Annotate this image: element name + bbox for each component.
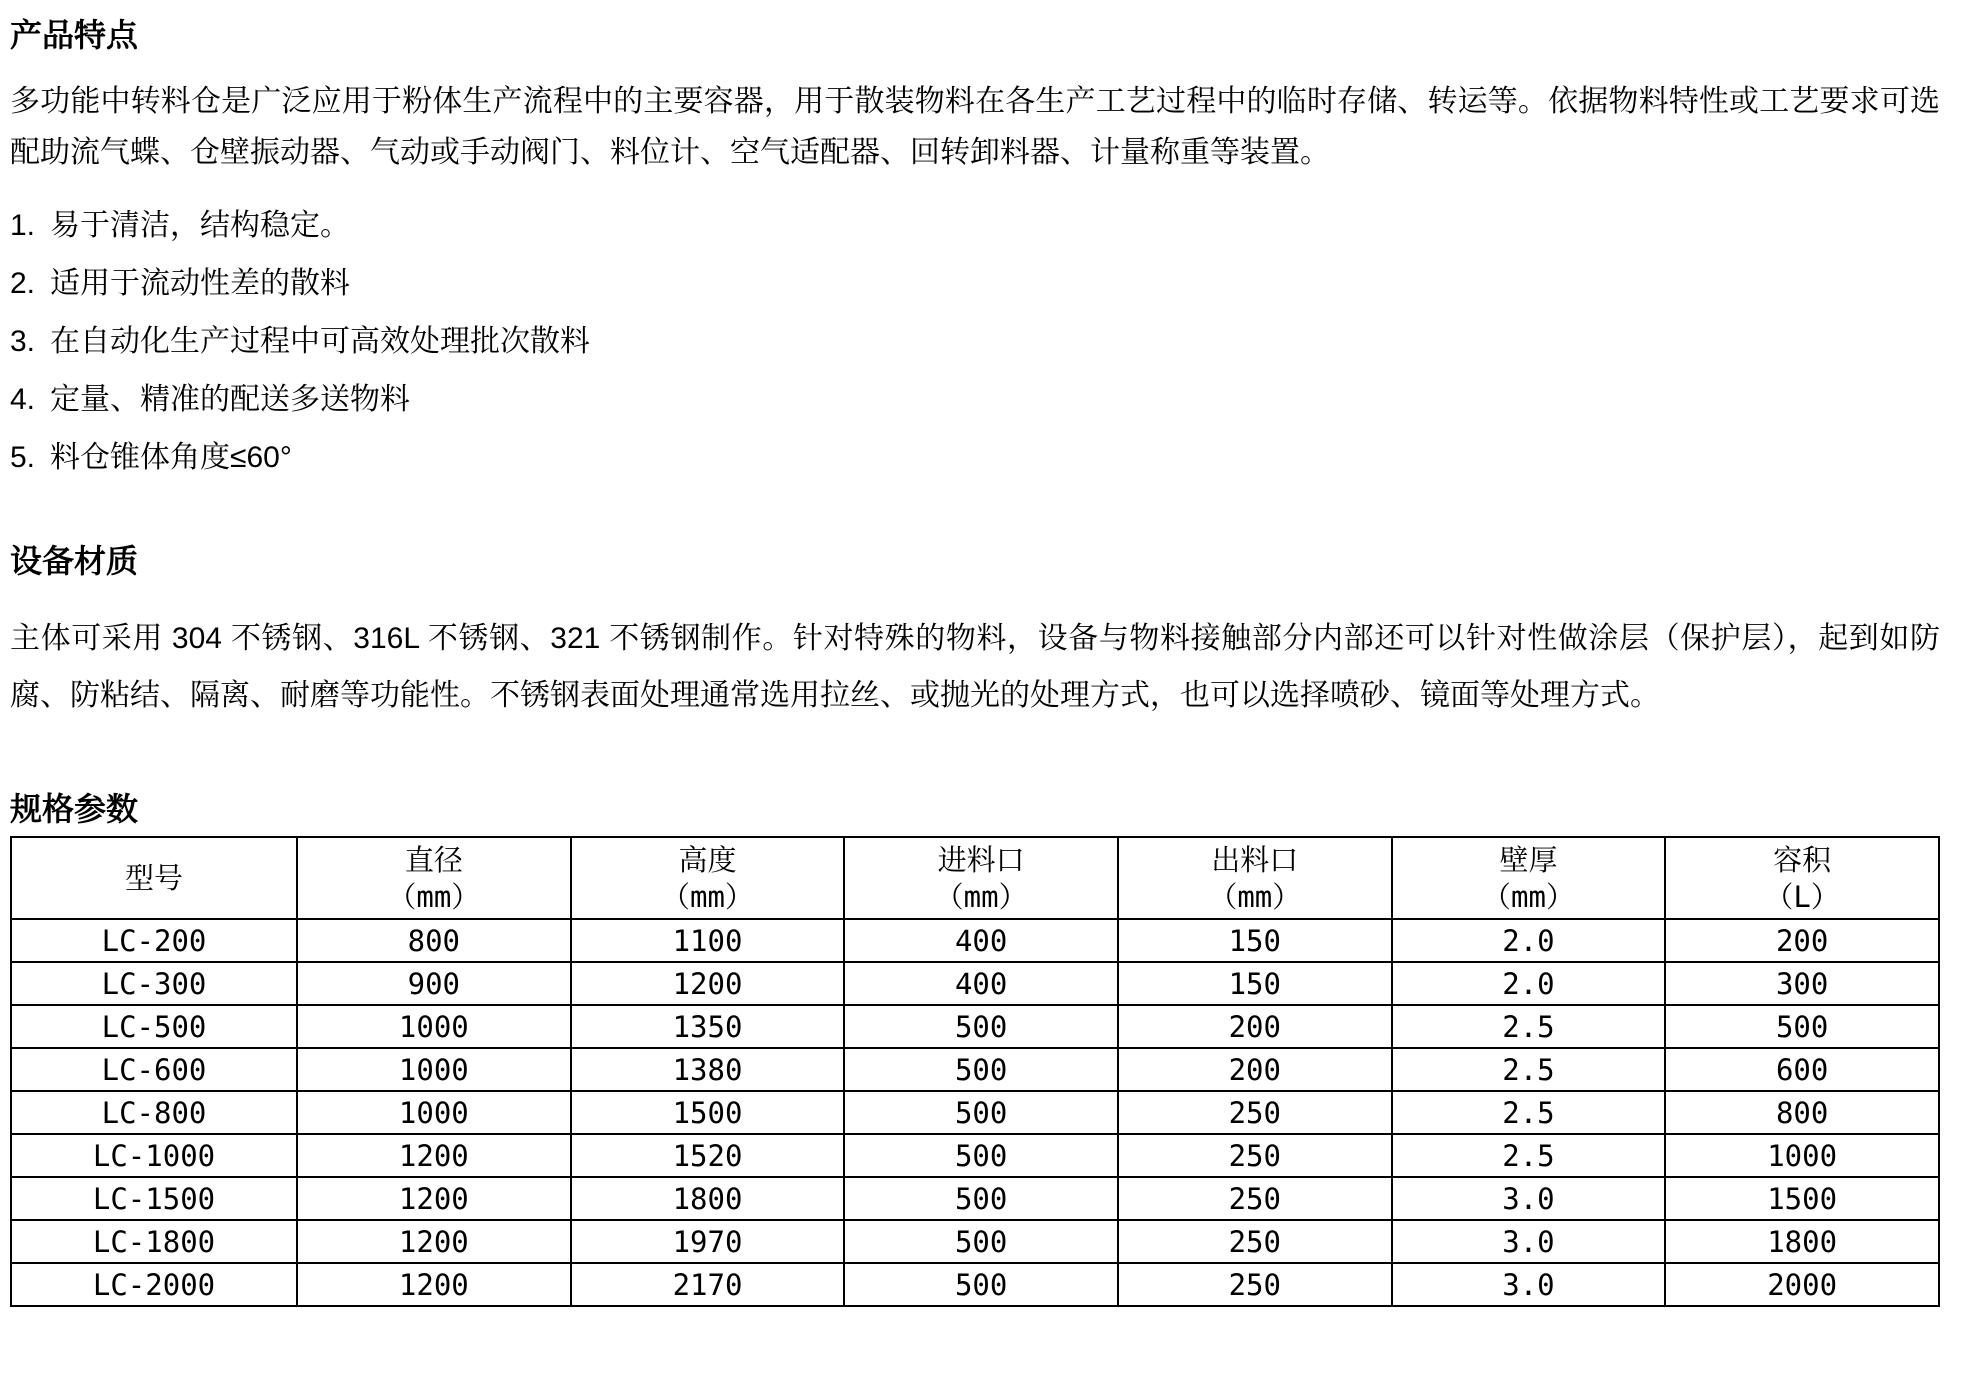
column-header-outlet xyxy=(1118,837,1392,919)
column-header-inlet xyxy=(844,837,1118,919)
table-cell: 300 xyxy=(1665,962,1939,1005)
table-cell: 250 xyxy=(1118,1263,1392,1306)
table-row xyxy=(11,1220,1939,1263)
table-cell: 250 xyxy=(1118,1134,1392,1177)
table-row xyxy=(11,962,1939,1005)
table-cell: 500 xyxy=(844,1048,1118,1091)
feature-item-text: 适用于流动性差的散料 xyxy=(50,267,350,300)
column-header-diameter xyxy=(297,837,571,919)
table-cell: 1970 xyxy=(571,1220,845,1263)
column-header-label: 出料口 xyxy=(1211,843,1299,877)
feature-item-text: 料仓锥体角度≤60° xyxy=(50,441,292,474)
table-cell: 2.5 xyxy=(1392,1134,1666,1177)
feature-item xyxy=(10,380,1965,420)
column-header-label: 容积 xyxy=(1773,843,1832,877)
table-cell: 500 xyxy=(844,1263,1118,1306)
table-cell: 2.0 xyxy=(1392,962,1666,1005)
material-body: 主体可采用 304 不锈钢、316L 不锈钢、321 不锈钢制作。针对特殊的物料，设备与物料接触部分内部还可以针对性做涂层（保护层），起到如防腐、防粘结、隔离、耐磨等功能性。不锈钢表面处理通常选用拉丝、或抛光的处理方式，也可以选择喷砂、镜面等处理方式。 xyxy=(10,622,1940,712)
table-cell: LC-300 xyxy=(11,962,297,1005)
table-cell: 3.0 xyxy=(1392,1263,1666,1306)
table-cell: 1520 xyxy=(571,1134,845,1177)
table-cell: 500 xyxy=(844,1091,1118,1134)
feature-item xyxy=(10,438,1965,478)
specs-table-header xyxy=(11,837,1939,919)
table-cell: LC-1000 xyxy=(11,1134,297,1177)
table-cell: LC-1500 xyxy=(11,1177,297,1220)
table-cell: 1380 xyxy=(571,1048,845,1091)
feature-item-number: 1. xyxy=(10,209,36,242)
column-header-wall-thickness xyxy=(1392,837,1666,919)
feature-item-number: 4. xyxy=(10,383,36,416)
table-cell: 2.5 xyxy=(1392,1048,1666,1091)
table-cell: 500 xyxy=(844,1177,1118,1220)
table-row xyxy=(11,1263,1939,1306)
feature-item xyxy=(10,264,1965,304)
table-cell: 500 xyxy=(1665,1005,1939,1048)
table-cell: 1000 xyxy=(1665,1134,1939,1177)
feature-item-text: 易于清洁，结构稳定。 xyxy=(50,209,350,242)
column-header-label: 直径 xyxy=(404,843,463,877)
table-cell: 500 xyxy=(844,1134,1118,1177)
table-cell: 1800 xyxy=(571,1177,845,1220)
column-header-unit: （mm） xyxy=(1208,880,1302,914)
feature-item-number: 2. xyxy=(10,267,36,300)
column-header-label: 型号 xyxy=(124,861,183,895)
column-header-unit: （L） xyxy=(1764,880,1840,914)
table-cell: 150 xyxy=(1118,962,1392,1005)
table-cell: 250 xyxy=(1118,1177,1392,1220)
table-cell: 1100 xyxy=(571,919,845,962)
feature-item-number: 5. xyxy=(10,441,36,474)
table-cell: 500 xyxy=(844,1005,1118,1048)
table-cell: 2000 xyxy=(1665,1263,1939,1306)
table-cell: 400 xyxy=(844,962,1118,1005)
feature-item-text: 在自动化生产过程中可高效处理批次散料 xyxy=(50,325,590,358)
table-cell: LC-600 xyxy=(11,1048,297,1091)
table-row xyxy=(11,1177,1939,1220)
table-cell: 3.0 xyxy=(1392,1220,1666,1263)
feature-item-text: 定量、精准的配送多送物料 xyxy=(50,383,410,416)
table-cell: 1200 xyxy=(571,962,845,1005)
features-heading: 产品特点 xyxy=(10,17,139,53)
table-cell: 1000 xyxy=(297,1005,571,1048)
table-cell: 200 xyxy=(1118,1005,1392,1048)
table-cell: 2.5 xyxy=(1392,1005,1666,1048)
table-cell: LC-1800 xyxy=(11,1220,297,1263)
column-header-unit: （mm） xyxy=(661,880,754,914)
table-cell: 1500 xyxy=(571,1091,845,1134)
table-cell: 1000 xyxy=(297,1091,571,1134)
table-cell: 1200 xyxy=(297,1263,571,1306)
table-cell: 1500 xyxy=(1665,1177,1939,1220)
table-cell: 800 xyxy=(1665,1091,1939,1134)
table-cell: LC-2000 xyxy=(11,1263,297,1306)
material-heading: 设备材质 xyxy=(10,543,139,579)
table-row xyxy=(11,1048,1939,1091)
features-list xyxy=(10,206,1965,478)
table-cell: 200 xyxy=(1118,1048,1392,1091)
table-cell: 1200 xyxy=(297,1220,571,1263)
column-header-label: 壁厚 xyxy=(1499,843,1558,877)
table-cell: LC-500 xyxy=(11,1005,297,1048)
column-header-height xyxy=(571,837,845,919)
column-header-unit: （mm） xyxy=(387,880,481,914)
table-cell: 900 xyxy=(297,962,571,1005)
table-cell: 1350 xyxy=(571,1005,845,1048)
table-cell: 400 xyxy=(844,919,1118,962)
column-header-volume xyxy=(1665,837,1939,919)
table-cell: 2.0 xyxy=(1392,919,1666,962)
specs-table-body xyxy=(11,919,1939,1306)
table-cell: LC-200 xyxy=(11,919,297,962)
table-row xyxy=(11,919,1939,962)
features-intro: 多功能中转料仓是广泛应用于粉体生产流程中的主要容器，用于散装物料在各生产工艺过程中的临时存储、转运等。依据物料特性或工艺要求可选配助流气蝶、仓壁振动器、气动或手动阀门、料位计、空气适配器、回转卸料器、计量称重等装置。 xyxy=(10,85,1940,169)
table-cell: 3.0 xyxy=(1392,1177,1666,1220)
table-cell: LC-800 xyxy=(11,1091,297,1134)
column-header-unit: （mm） xyxy=(934,880,1028,914)
column-header-label: 高度 xyxy=(678,843,737,877)
table-row xyxy=(11,1134,1939,1177)
table-cell: 1000 xyxy=(297,1048,571,1091)
specs-table xyxy=(10,836,1940,1307)
column-header-unit: （mm） xyxy=(1481,880,1575,914)
column-header-model xyxy=(11,837,297,919)
table-cell: 2170 xyxy=(571,1263,845,1306)
table-row xyxy=(11,1005,1939,1048)
table-cell: 600 xyxy=(1665,1048,1939,1091)
feature-item-number: 3. xyxy=(10,325,36,358)
table-cell: 1200 xyxy=(297,1177,571,1220)
table-cell: 200 xyxy=(1665,919,1939,962)
table-cell: 1200 xyxy=(297,1134,571,1177)
specs-heading: 规格参数 xyxy=(10,791,139,827)
table-cell: 150 xyxy=(1118,919,1392,962)
feature-item xyxy=(10,206,1965,246)
table-cell: 800 xyxy=(297,919,571,962)
table-row xyxy=(11,1091,1939,1134)
table-cell: 2.5 xyxy=(1392,1091,1666,1134)
table-cell: 1800 xyxy=(1665,1220,1939,1263)
header-row xyxy=(11,837,1939,919)
column-header-label: 进料口 xyxy=(937,843,1025,877)
feature-item xyxy=(10,322,1965,362)
table-cell: 250 xyxy=(1118,1091,1392,1134)
table-cell: 500 xyxy=(844,1220,1118,1263)
table-cell: 250 xyxy=(1118,1220,1392,1263)
